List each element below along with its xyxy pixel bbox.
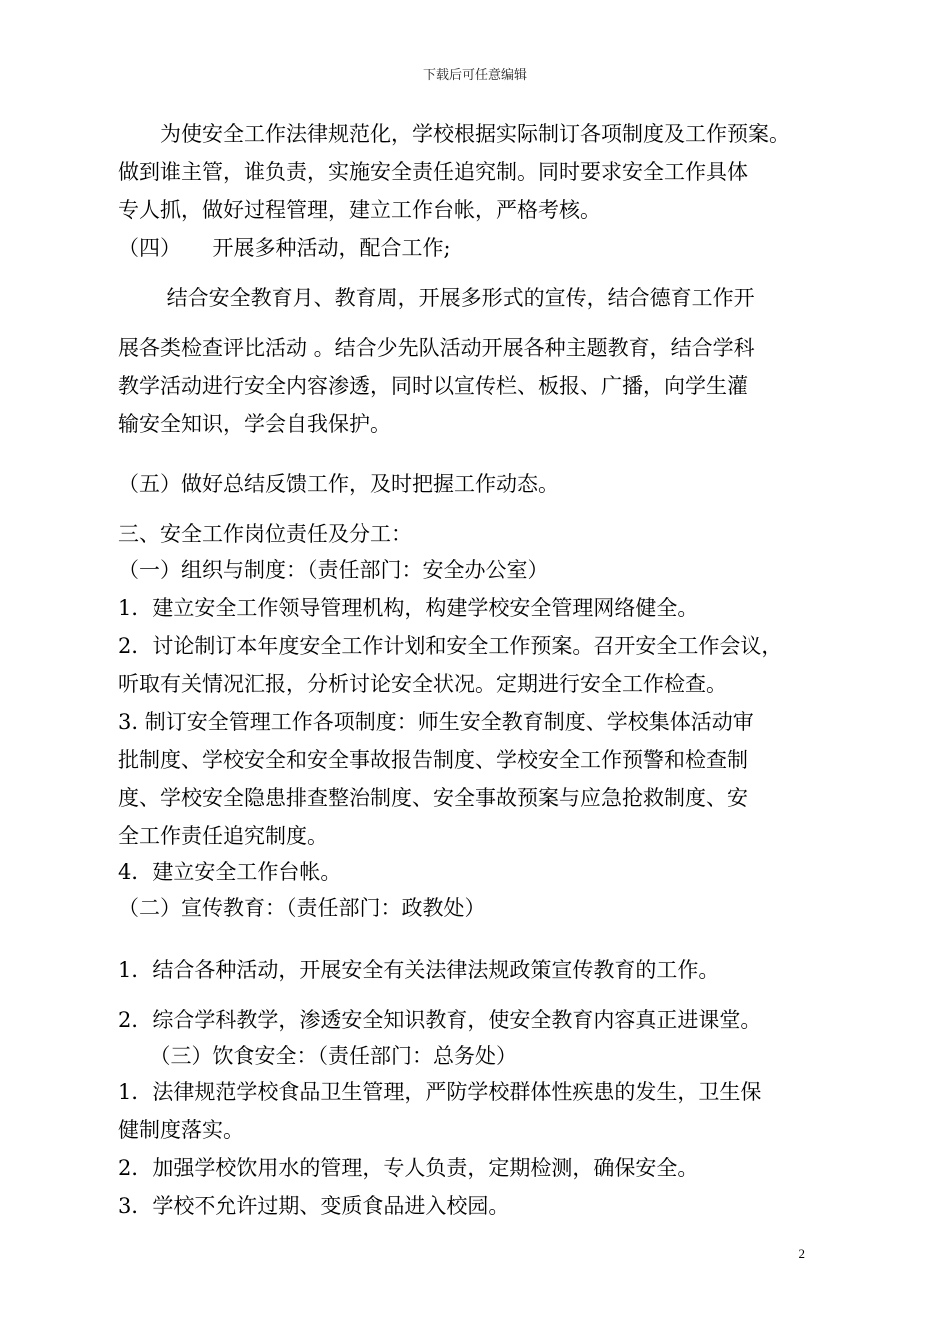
list-item: 2．综合学科教学，渗透安全知识教育，使安全教育内容真正进课堂。 <box>118 1008 762 1032</box>
subsection-heading-1: （一）组织与制度：（责任部门：安全办公室） <box>118 558 549 582</box>
list-item: 全工作责任追究制度。 <box>118 824 328 848</box>
body-line: 展各类检查评比活动 。结合少先队活动开展各种主题教育，结合学科 <box>118 336 755 360</box>
subsection-heading-3: （三）饮食安全：（责任部门：总务处） <box>118 1044 517 1068</box>
page-number: 2 <box>798 1246 805 1261</box>
section-heading-5: （五）做好总结反馈工作，及时把握工作动态。 <box>118 472 559 496</box>
section-heading-4: （四） 开展多种活动，配合工作; <box>118 236 451 260</box>
body-line: 为使安全工作法律规范化，学校根据实际制订各项制度及工作预案。 <box>118 122 790 146</box>
body-line: 做到谁主管，谁负责，实施安全责任追究制。同时要求安全工作具体 <box>118 160 748 184</box>
list-item: 2．讨论制订本年度安全工作计划和安全工作预案。召开安全工作会议， <box>118 634 783 658</box>
body-line: 结合安全教育月、教育周，开展多形式的宣传，结合德育工作开 <box>118 286 755 310</box>
page-header: 下载后可任意编辑 <box>422 68 527 83</box>
list-item: 3．学校不允许过期、变质食品进入校园。 <box>118 1194 510 1218</box>
list-item: 4．建立安全工作台帐。 <box>118 860 342 884</box>
list-item: 1．法律规范学校食品卫生管理，严防学校群体性疾患的发生，卫生保 <box>118 1080 762 1104</box>
list-item: 1．结合各种活动，开展安全有关法律法规政策宣传教育的工作。 <box>118 958 720 982</box>
list-item: 1．建立安全工作领导管理机构，构建学校安全管理网络健全。 <box>118 596 699 620</box>
list-item: 3. 制订安全管理工作各项制度：师生安全教育制度、学校集体活动审 <box>118 710 754 734</box>
body-line: 教学活动进行安全内容渗透，同时以宣传栏、板报、广播，向学生灌 <box>118 374 748 398</box>
subsection-heading-2: （二）宣传教育：（责任部门：政教处） <box>118 896 486 920</box>
list-item: 健制度落实。 <box>118 1118 244 1142</box>
body-line: 输安全知识，学会自我保护。 <box>118 412 391 436</box>
chapter-heading: 三、安全工作岗位责任及分工： <box>118 522 412 546</box>
list-item: 2．加强学校饮用水的管理，专人负责，定期检测，确保安全。 <box>118 1156 699 1180</box>
list-item: 度、学校安全隐患排查整治制度、安全事故预案与应急抢救制度、安 <box>118 786 748 810</box>
body-line: 专人抓，做好过程管理，建立工作台帐，严格考核。 <box>118 198 601 222</box>
list-item: 批制度、学校安全和安全事故报告制度、学校安全工作预警和检查制 <box>118 748 748 772</box>
list-item: 听取有关情况汇报，分析讨论安全状况。定期进行安全工作检查。 <box>118 672 727 696</box>
